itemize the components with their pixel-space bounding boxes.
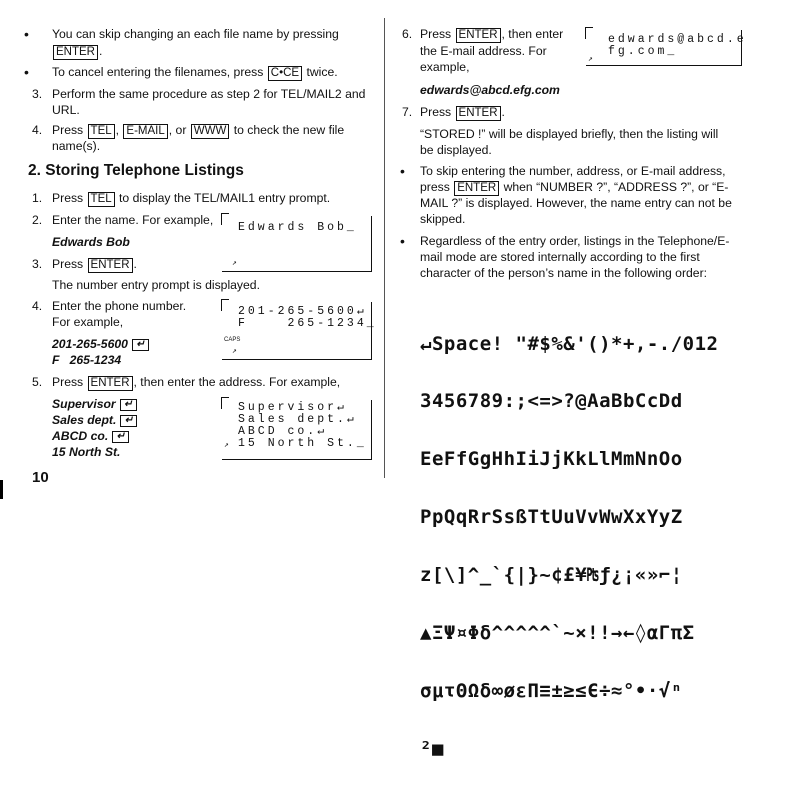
- s4-line2: For example,: [52, 315, 124, 329]
- s4-example1: 201-265-5600 ↵: [52, 336, 149, 352]
- lcd-line: Sales dept.↵: [238, 413, 357, 426]
- bullet1-text: You can skip changing an each file name by pressing: [52, 27, 339, 41]
- rb1-line2: press ENTER when “NUMBER ?”, “ADDRESS ?”, or “E-: [420, 180, 729, 194]
- s1-text: Press TEL to display the TEL/MAIL1 entry prompt.: [52, 191, 331, 205]
- step4-line1: Press TEL , E-MAIL , or WWW to check the new file: [52, 123, 345, 137]
- enter-key: ENTER: [454, 181, 499, 196]
- rb2-line1: Regardless of the entry order, listings in the Telephone/E-: [420, 234, 730, 248]
- s3-result: The number entry prompt is displayed.: [52, 278, 260, 292]
- r6-example: edwards@abcd.efg.com: [420, 83, 560, 97]
- r6-line3: example,: [420, 60, 470, 74]
- addr-example1: Supervisor ↵: [52, 396, 137, 412]
- charset-row: ▲ΞΨ¤Φδ^^^^^`~×!!→←◊αΓπΣ: [420, 622, 695, 645]
- step-number: 3.: [32, 87, 43, 101]
- addr-example4: 15 North St.: [52, 445, 121, 459]
- bullet: •: [400, 233, 405, 249]
- lcd-indicator: ↗: [224, 441, 229, 450]
- charset-row: PpQqRrSsßTtUuVvWwXxYyZ: [420, 506, 683, 529]
- www-key: WWW: [191, 124, 230, 139]
- tel-key: TEL: [88, 192, 115, 207]
- rb1-line3: MAIL ?” is displayed. However, the name entry can not be: [420, 196, 732, 210]
- enter-key: ENTER: [456, 106, 501, 121]
- tel-key: TEL: [88, 124, 115, 139]
- step3-line1: Perform the same procedure as step 2 for TEL/MAIL2 and: [52, 87, 366, 101]
- step-number: 3.: [32, 257, 43, 271]
- step-number: 5.: [32, 375, 43, 389]
- s2-text: Enter the name. For example,: [52, 213, 214, 227]
- step-number: 4.: [32, 123, 43, 137]
- section-title: 2. Storing Telephone Listings: [28, 162, 244, 179]
- r7-line2: “STORED !” will be displayed briefly, then the listing will: [420, 127, 719, 141]
- enter-key: ENTER: [456, 28, 501, 43]
- step4-line2: name(s).: [52, 139, 101, 153]
- lcd-line: Supervisor↵: [238, 401, 347, 414]
- lcd-corner: [221, 397, 229, 409]
- bullet: •: [24, 26, 29, 42]
- lcd-display-address: [222, 400, 372, 460]
- addr-example3: ABCD co. ↵: [52, 428, 129, 444]
- s5-text: Press ENTER , then enter the address. For example,: [52, 375, 341, 389]
- caps-indicator: CAPS: [224, 337, 241, 343]
- lcd-line: fg.com_: [608, 45, 678, 58]
- page-edge-mark: [0, 480, 3, 499]
- lcd-corner: [221, 213, 229, 225]
- lcd-line: ABCD co.↵: [238, 425, 328, 438]
- enter-key: ENTER: [88, 376, 133, 391]
- lcd-display-name: [222, 216, 372, 272]
- lcd-indicator: ↗: [588, 55, 593, 64]
- enter-key-icon: ↵: [132, 339, 149, 351]
- charset-row: z[\]^_`{|}~¢£¥₧ƒ¿¡«»⌐¦: [420, 564, 683, 587]
- charset-row: EeFfGgHhIiJjKkLlMmNnOo: [420, 448, 683, 471]
- charset-row: 3456789:;<=>?@AaBbCcDd: [420, 390, 683, 413]
- charset-row: σμτΘΩδ∞øεΠ≡±≥≤Є÷≈°•·√ⁿ: [420, 679, 683, 702]
- lcd-corner: [221, 299, 229, 311]
- bullet2-text: To cancel entering the filenames, press C•CE twice.: [52, 65, 338, 79]
- step3-line2: URL.: [52, 103, 80, 117]
- s2-example: Edwards Bob: [52, 235, 130, 249]
- clear-key: C•CE: [268, 66, 302, 81]
- r7-line3: be displayed.: [420, 143, 492, 157]
- lcd-corner: [585, 27, 593, 39]
- enter-key-icon: ↵: [112, 431, 129, 443]
- step-number: 1.: [32, 191, 43, 205]
- step-number: 4.: [32, 299, 43, 313]
- enter-key-icon: ↵: [120, 415, 137, 427]
- lcd-indicator: ↗: [232, 347, 237, 356]
- r6-line2: the E-mail address. For: [420, 44, 547, 58]
- rb2-line3: character of the person’s name in the following order:: [420, 266, 708, 280]
- enter-key: ENTER: [88, 258, 133, 273]
- lcd-line: 15 North St._: [238, 437, 367, 450]
- email-key: E-MAIL: [123, 124, 167, 139]
- column-divider: [384, 18, 385, 478]
- s4-example2: F 265-1234: [52, 353, 122, 367]
- step-number: 2.: [32, 213, 43, 227]
- bullet: •: [400, 163, 405, 179]
- character-order-table: [420, 296, 718, 798]
- addr-example2: Sales dept. ↵: [52, 412, 137, 428]
- lcd-display-email: [586, 30, 747, 66]
- rb2-line2: mail mode are stored internally according to the first: [420, 250, 700, 264]
- lcd-line: 201-265-5600↵: [238, 305, 367, 318]
- s3-text: Press ENTER .: [52, 257, 137, 271]
- lcd-line: edwards@abcd.e: [608, 33, 747, 46]
- lcd-display-number: [222, 302, 377, 360]
- s4-line1: Enter the phone number.: [52, 299, 187, 313]
- charset-row: ↵Space! "#$%&'()*+,-./012: [420, 332, 719, 355]
- page-number: 10: [32, 469, 49, 486]
- lcd-indicator: ↗: [232, 259, 237, 268]
- bullet1-key-line: ENTER .: [52, 43, 102, 60]
- r6-line1: Press ENTER , then enter: [420, 27, 564, 41]
- r7-line1: Press ENTER .: [420, 105, 505, 119]
- rb1-line1: To skip entering the number, address, or E-mail address,: [420, 164, 726, 178]
- bullet: •: [24, 64, 29, 80]
- charset-row: ²■: [420, 737, 444, 760]
- enter-key: ENTER: [53, 45, 98, 60]
- lcd-line: Edwards Bob_: [238, 221, 357, 234]
- lcd-line: F 265-1234_: [238, 317, 377, 330]
- rb1-line4: skipped.: [420, 212, 466, 226]
- enter-key-icon: ↵: [120, 399, 137, 411]
- step-number: 7.: [402, 105, 413, 119]
- step-number: 6.: [402, 27, 413, 41]
